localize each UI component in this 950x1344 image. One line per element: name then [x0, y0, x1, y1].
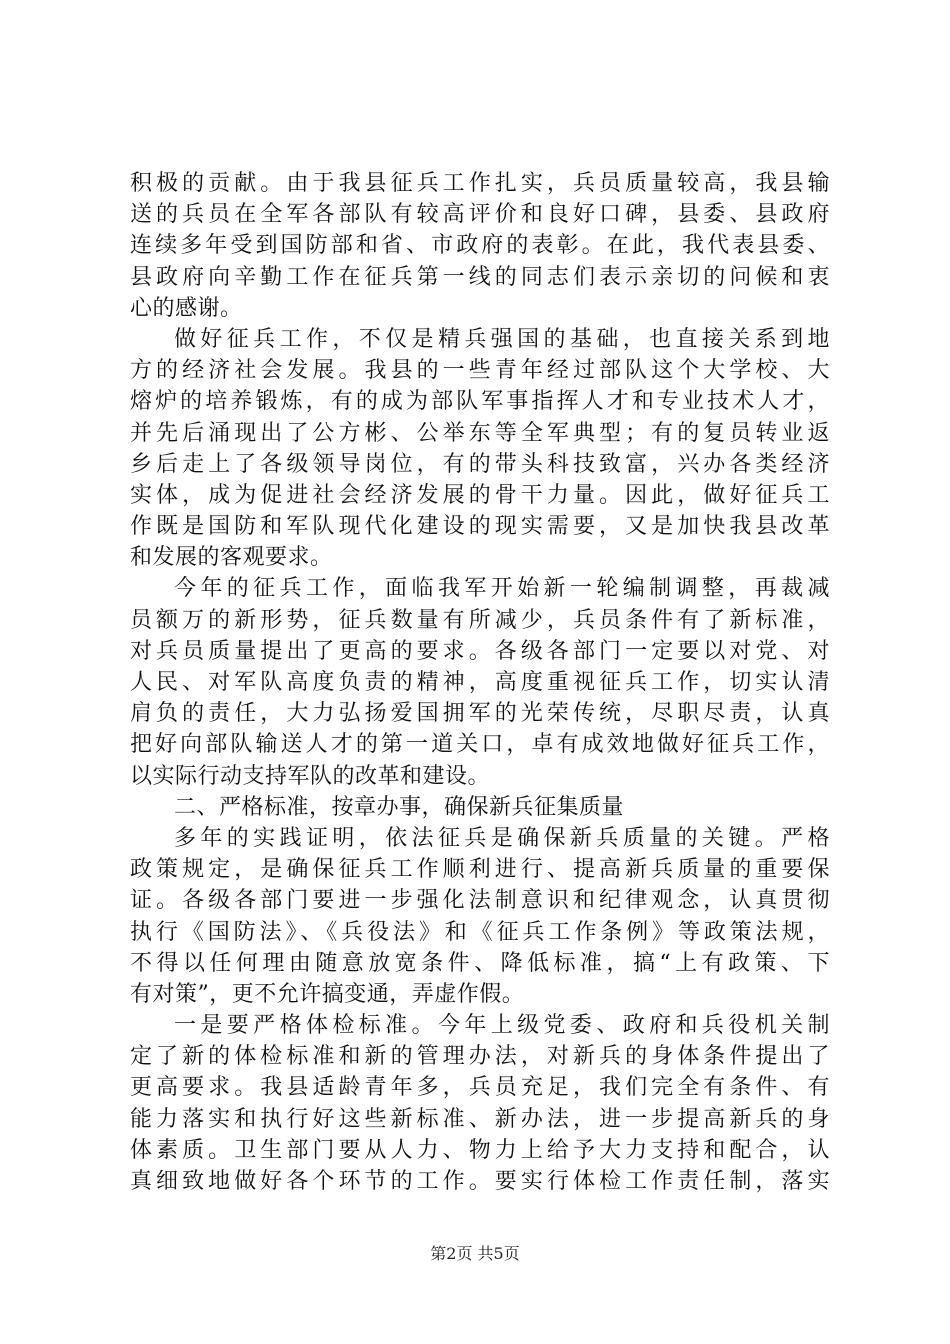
text-line: 有对策”，更不允许搞变通，弄虚作假。 — [130, 981, 525, 1007]
text-line: 员额万的新形势，征兵数量有所减少，兵员条件有了新标准， — [130, 607, 830, 633]
section-heading: 二、严格标准，按章办事，确保新兵征集质量 — [174, 794, 625, 820]
text-line: 多年的实践证明，依法征兵是确保新兵质量的关键。严格 — [174, 825, 830, 851]
text-line: 县政府向辛勤工作在征兵第一线的同志们表示亲切的问候和衷 — [130, 264, 830, 290]
text-line: 能力落实和执行好这些新标准、新办法，进一步提高新兵的身 — [130, 1106, 830, 1132]
text-line: 做好征兵工作，不仅是精兵强国的基础，也直接关系到地 — [174, 326, 830, 352]
text-line: 人民、对军队高度负责的精神，高度重视征兵工作，切实认清 — [130, 670, 830, 695]
text-line: 一是要严格体检标准。今年上级党委、政府和兵役机关制 — [174, 1013, 830, 1039]
text-line: 体素质。卫生部门要从人力、物力上给予大力支持和配合，认 — [130, 1137, 830, 1163]
text-line: 政策规定，是确保征兵工作顺利进行、提高新兵质量的重要保 — [130, 857, 830, 883]
text-line: 对兵员质量提出了更高的要求。各级各部门一定要以对党、对 — [130, 638, 830, 664]
text-line: 更高要求。我县适龄青年多，兵员充足，我们完全有条件、有 — [130, 1075, 830, 1101]
text-line: 以实际行动支持军队的改革和建设。 — [130, 763, 491, 789]
text-line: 和发展的客观要求。 — [130, 545, 333, 571]
text-line: 作既是国防和军队现代化建设的现实需要，又是加快我县改革 — [130, 514, 830, 540]
text-line: 肩负的责任，大力弘扬爱国拥军的光荣传统，尽职尽责，认真 — [130, 701, 830, 727]
page-footer: 第2页 共5页 — [430, 1244, 520, 1263]
text-line: 证。各级各部门要进一步强化法制意识和纪律观念，认真贯彻 — [130, 888, 830, 914]
text-line: 今年的征兵工作，面临我军开始新一轮编制调整，再裁减 — [174, 576, 830, 602]
text-line: 乡后走上了各级领导岗位，有的带头科技致富，兴办各类经济 — [130, 451, 830, 477]
text-line: 并先后涌现出了公方彬、公举东等全军典型；有的复员转业返 — [130, 420, 830, 446]
text-line: 熔炉的培养锻炼，有的成为部队军事指挥人才和专业技术人才， — [130, 389, 830, 415]
text-line: 心的感谢。 — [130, 295, 243, 321]
text-line: 积极的贡献。由于我县征兵工作扎实，兵员质量较高，我县输 — [130, 171, 830, 196]
text-line: 把好向部队输送人才的第一道关口，卓有成效地做好征兵工作， — [130, 732, 830, 758]
text-line: 送的兵员在全军各部队有较高评价和良好口碑，县委、县政府 — [130, 202, 830, 228]
body-text — [130, 168, 830, 1197]
text-line: 定了新的体检标准和新的管理办法，对新兵的身体条件提出了 — [130, 1044, 830, 1070]
text-line: 不得以任何理由随意放宽条件、降低标准，搞“上有政策、下 — [130, 950, 830, 976]
text-line: 连续多年受到国防部和省、市政府的表彰。在此，我代表县委、 — [130, 233, 830, 259]
text-line: 执行《国防法》、《兵役法》和《征兵工作条例》等政策法规， — [130, 919, 830, 945]
text-line: 方的经济社会发展。我县的一些青年经过部队这个大学校、大 — [130, 358, 830, 384]
text-line: 真细致地做好各个环节的工作。要实行体检工作责任制，落实 — [130, 1169, 830, 1194]
text-line: 实体，成为促进社会经济发展的骨干力量。因此，做好征兵工 — [130, 482, 830, 508]
